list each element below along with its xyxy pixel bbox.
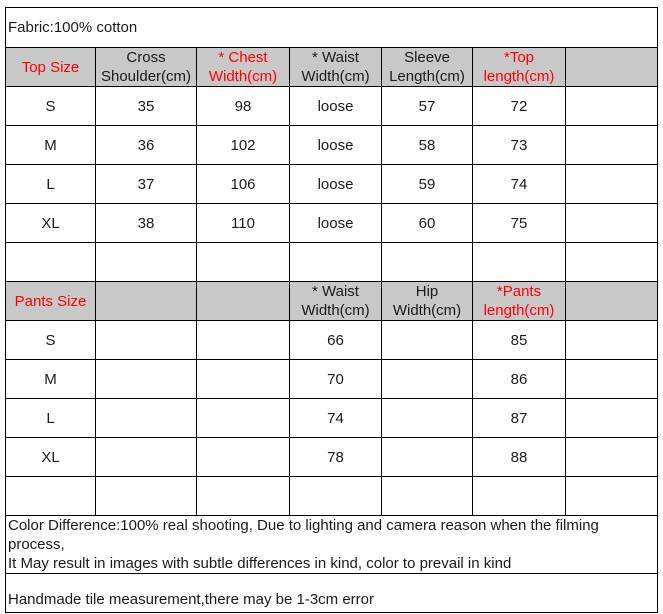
table-cell: 70 bbox=[290, 360, 382, 399]
table-cell: 59 bbox=[382, 165, 473, 204]
table-row bbox=[6, 204, 658, 243]
table-cell: 75 bbox=[473, 204, 566, 243]
size-cell: M bbox=[6, 360, 96, 399]
table-cell: 36 bbox=[96, 126, 197, 165]
table-cell bbox=[566, 165, 658, 204]
table-cell: 87 bbox=[473, 399, 566, 438]
table-cell: 72 bbox=[473, 87, 566, 126]
table-cell: loose bbox=[290, 126, 382, 165]
table-cell: 58 bbox=[382, 126, 473, 165]
size-cell: XL bbox=[6, 204, 96, 243]
table-cell bbox=[566, 204, 658, 243]
table-row bbox=[6, 321, 658, 360]
table-row bbox=[6, 438, 658, 477]
table-cell bbox=[566, 126, 658, 165]
spacer-row bbox=[6, 477, 658, 516]
waist-width-header: * Waist Width(cm) bbox=[290, 48, 382, 87]
table-cell: 88 bbox=[473, 438, 566, 477]
table-cell: 74 bbox=[290, 399, 382, 438]
table-row bbox=[6, 399, 658, 438]
size-cell: S bbox=[6, 87, 96, 126]
table-row bbox=[6, 126, 658, 165]
size-cell: L bbox=[6, 165, 96, 204]
table-cell: 78 bbox=[290, 438, 382, 477]
color-difference-note: Color Difference:100% real shooting, Due to lighting and camera reason when the filming process, It May result in images with subtle differences in kind, color to prevail in kind bbox=[6, 516, 658, 574]
table-cell: 60 bbox=[382, 204, 473, 243]
table-cell: 37 bbox=[96, 165, 197, 204]
sleeve-length-header: Sleeve Length(cm) bbox=[382, 48, 473, 87]
size-chart-table bbox=[5, 7, 658, 613]
table-cell: loose bbox=[290, 204, 382, 243]
size-cell: XL bbox=[6, 438, 96, 477]
spacer-row bbox=[6, 243, 658, 282]
table-cell bbox=[566, 87, 658, 126]
table-row bbox=[6, 360, 658, 399]
fabric-note: Fabric:100% cotton bbox=[6, 8, 658, 48]
pants-length-header: *Pants length(cm) bbox=[473, 282, 566, 321]
table-cell: 73 bbox=[473, 126, 566, 165]
table-cell: 38 bbox=[96, 204, 197, 243]
top-header-row bbox=[6, 48, 658, 87]
empty-header-cell bbox=[566, 48, 658, 87]
empty-header-cell bbox=[197, 282, 290, 321]
size-cell: M bbox=[6, 126, 96, 165]
table-cell: loose bbox=[290, 87, 382, 126]
empty-header-cell bbox=[566, 282, 658, 321]
table-cell: 98 bbox=[197, 87, 290, 126]
table-row bbox=[6, 87, 658, 126]
size-cell: L bbox=[6, 399, 96, 438]
cross-shoulder-header: Cross Shoulder(cm) bbox=[96, 48, 197, 87]
chest-width-header: * Chest Width(cm) bbox=[197, 48, 290, 87]
pants-waist-width-header: * Waist Width(cm) bbox=[290, 282, 382, 321]
pants-size-header: Pants Size bbox=[6, 282, 96, 321]
table-row bbox=[6, 165, 658, 204]
table-cell: 86 bbox=[473, 360, 566, 399]
table-cell: loose bbox=[290, 165, 382, 204]
top-size-header: Top Size bbox=[6, 48, 96, 87]
empty-header-cell bbox=[96, 282, 197, 321]
hip-width-header: Hip Width(cm) bbox=[382, 282, 473, 321]
pants-header-row bbox=[6, 282, 658, 321]
table-cell: 66 bbox=[290, 321, 382, 360]
table-cell: 57 bbox=[382, 87, 473, 126]
table-cell: 106 bbox=[197, 165, 290, 204]
table-cell: 102 bbox=[197, 126, 290, 165]
table-cell: 35 bbox=[96, 87, 197, 126]
top-length-header: *Top length(cm) bbox=[473, 48, 566, 87]
measurement-note: Handmade tile measurement,there may be 1-3cm error bbox=[6, 574, 658, 613]
table-cell: 85 bbox=[473, 321, 566, 360]
size-cell: S bbox=[6, 321, 96, 360]
table-cell: 74 bbox=[473, 165, 566, 204]
table-cell: 110 bbox=[197, 204, 290, 243]
